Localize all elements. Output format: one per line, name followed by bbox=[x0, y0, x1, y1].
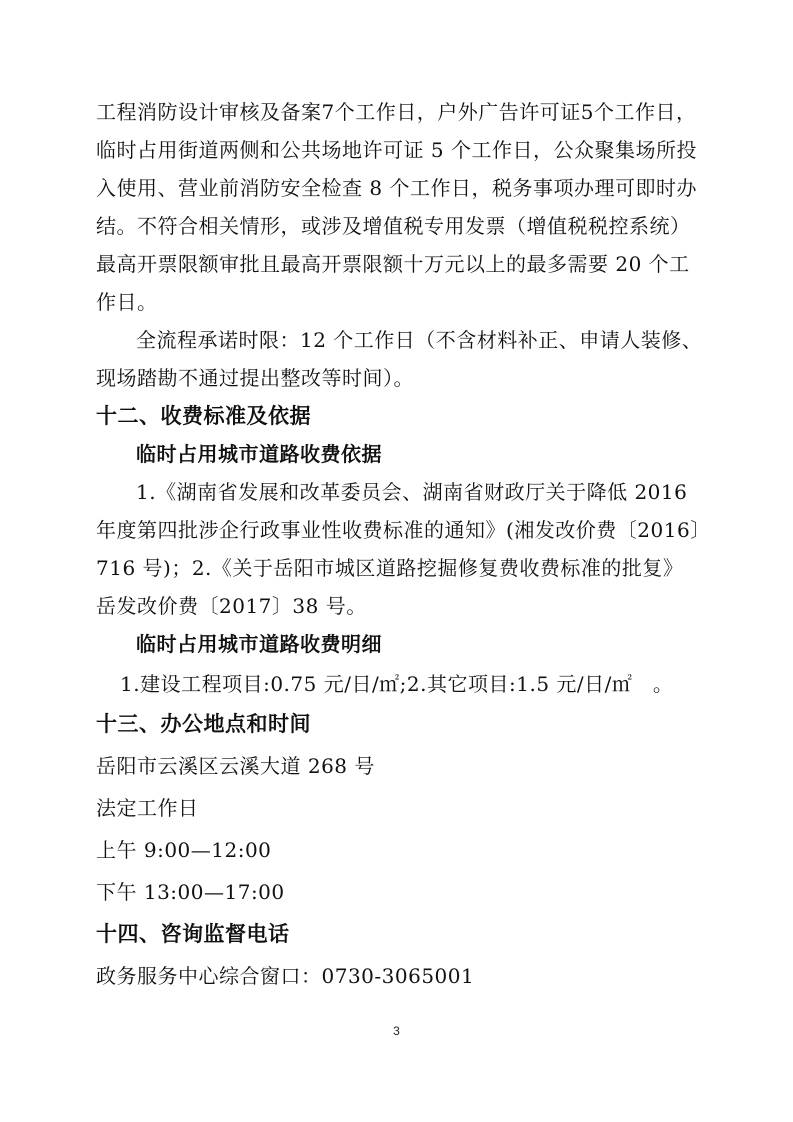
section12-detail-heading: 临时占用城市道路收费明细 bbox=[136, 632, 382, 656]
para2-line-1: 全流程承诺时限：12 个工作日（不含材料补正、申请人装修、 bbox=[136, 328, 703, 352]
section12-basis-line-1: 1.《湖南省发展和改革委员会、湖南省财政厅关于降低 2016 bbox=[136, 480, 688, 504]
para1-line-4: 结。不符合相关情形，或涉及增值税专用发票（增值税税控系统） bbox=[96, 214, 691, 238]
section12-basis-line-2: 年度第四批涉企行政事业性收费标准的通知》(湘发改价费〔2016〕 bbox=[96, 518, 711, 542]
section12-basis-heading: 临时占用城市道路收费依据 bbox=[136, 442, 382, 466]
para1-line-6: 作日。 bbox=[96, 290, 158, 314]
para1-line-2: 临时占用街道两侧和公共场地许可证 5 个工作日，公众聚集场所投 bbox=[96, 138, 697, 162]
section13-workdays: 法定工作日 bbox=[96, 796, 199, 820]
section12-basis-line-4: 岳发改价费〔2017〕38 号。 bbox=[96, 594, 367, 618]
section12-title: 十二、收费标准及依据 bbox=[96, 404, 311, 428]
page-number: 3 bbox=[393, 1024, 400, 1038]
section13-morning: 上午 9:00—12:00 bbox=[96, 838, 272, 862]
section13-title: 十三、办公地点和时间 bbox=[96, 712, 311, 736]
section12-basis-line-3: 716 号)；2.《关于岳阳市城区道路挖掘修复费收费标准的批复》 bbox=[96, 556, 684, 580]
para1-line-5: 最高开票限额审批且最高开票限额十万元以上的最多需要 20 个工 bbox=[96, 252, 690, 276]
section13-afternoon: 下午 13:00—17:00 bbox=[96, 880, 285, 904]
para1-line-1: 工程消防设计审核及备案7个工作日，户外广告许可证5个工作日， bbox=[96, 100, 697, 124]
para1-line-3: 入使用、营业前消防安全检查 8 个工作日，税务事项办理可即时办 bbox=[96, 176, 697, 200]
section14-title: 十四、咨询监督电话 bbox=[96, 922, 290, 946]
para2-line-2: 现场踏勘不通过提出整改等时间）。 bbox=[96, 366, 414, 390]
section14-phone: 政务服务中心综合窗口：0730-3065001 bbox=[96, 964, 475, 988]
section13-address: 岳阳市云溪区云溪大道 268 号 bbox=[96, 754, 375, 778]
section12-detail-line: 1.建设工程项目:0.75 元/日/㎡;2.其它项目:1.5 元/日/㎡ 。 bbox=[120, 672, 674, 696]
